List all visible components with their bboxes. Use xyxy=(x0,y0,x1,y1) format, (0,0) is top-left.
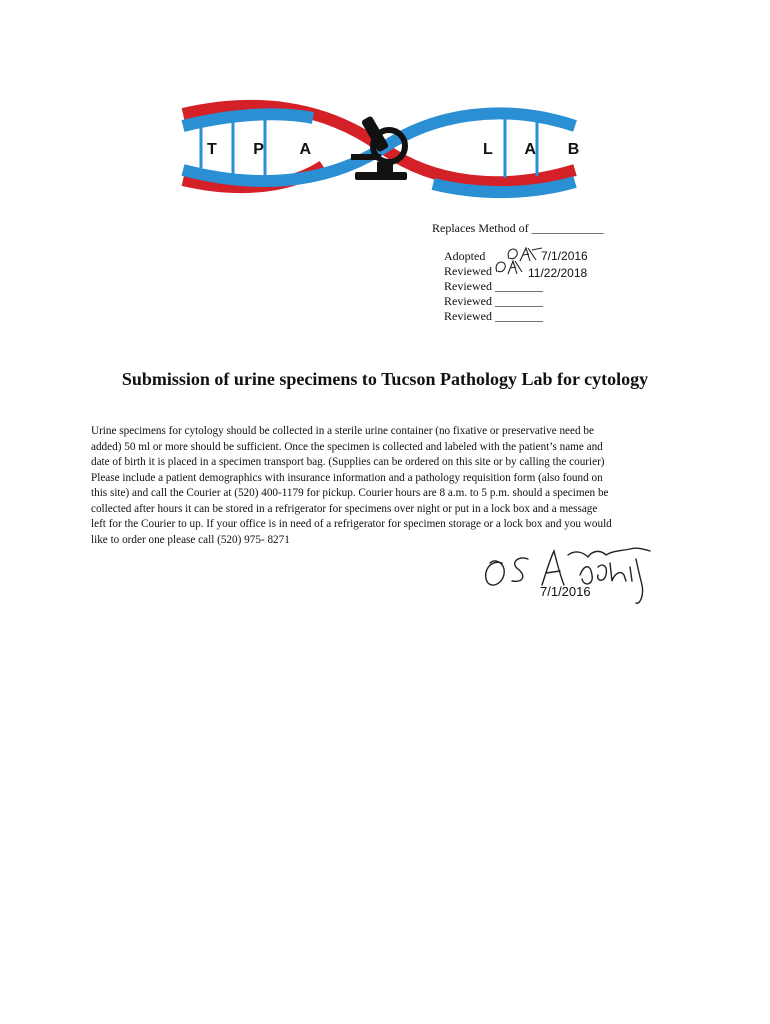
review-row-3 xyxy=(444,294,543,309)
body-line: Please include a patient demographics with insurance information and a pathology requisition form (also found on xyxy=(91,471,603,484)
body-line: added) 50 ml or more should be sufficient. Once the specimen is collected and labeled with the patient’s name and xyxy=(91,440,603,453)
document-body xyxy=(91,424,691,548)
body-line: like to order one please call (520) 975- 8271 xyxy=(91,533,290,546)
replaces-method: Replaces Method of ____________ xyxy=(432,221,604,235)
review-row-1 xyxy=(444,264,588,280)
adopted-date: 7/1/2016 xyxy=(541,249,588,263)
review-label: Reviewed ________ xyxy=(444,294,543,308)
body-line: collected after hours it can be stored in a refrigerator for specimens over night or put in a lock box and a message xyxy=(91,502,598,515)
review-label: Reviewed ________ xyxy=(444,279,543,293)
handwritten-signature xyxy=(480,545,670,610)
review-label: Reviewed ________ xyxy=(444,309,543,323)
document-title: Submission of urine specimens to Tucson Pathology Lab for cytology xyxy=(121,369,649,389)
review-label: Adopted xyxy=(444,249,486,263)
logo-text-right: L A B xyxy=(483,141,594,158)
body-line: left for the Courier to up. If your office is in need of a refrigerator for specimen storage or a lock box and you would xyxy=(91,518,612,530)
body-line: Urine specimens for cytology should be collected in a sterile urine container (no fixative or preservative need be xyxy=(91,425,594,437)
tpa-lab-logo xyxy=(183,96,594,198)
review-row-4 xyxy=(444,309,543,324)
signature-date: 7/1/2016 xyxy=(540,584,591,599)
review-row-2 xyxy=(444,279,543,294)
logo-text-left: T P A xyxy=(207,141,328,158)
review-label: Reviewed xyxy=(444,264,492,278)
reviewed-date: 11/22/2018 xyxy=(528,266,588,280)
review-log xyxy=(444,249,588,324)
initials-signature xyxy=(494,258,530,276)
microscope-icon xyxy=(351,115,407,180)
body-line: this site) and call the Courier at (520) 400-1179 for pickup. Courier hours are 8 a.m. to 5 p.m. should a specimen be xyxy=(91,487,609,499)
body-line: date of birth it is placed in a specimen transport bag. (Supplies can be ordered on this site or by calling the courier) xyxy=(91,456,605,468)
